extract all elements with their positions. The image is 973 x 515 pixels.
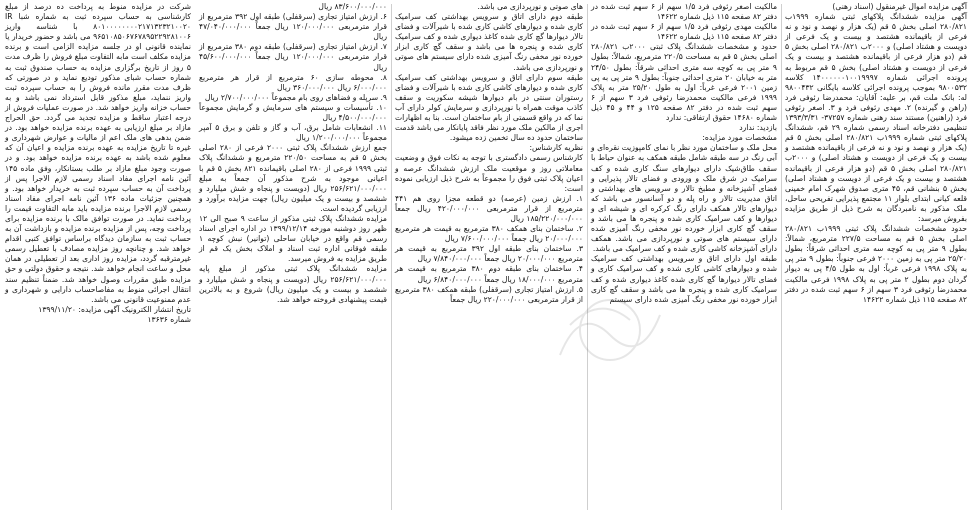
column-divider bbox=[587, 4, 588, 510]
text-column-3 bbox=[395, 2, 583, 512]
column-divider bbox=[391, 4, 392, 510]
column-5-text: شرکت در مزایده منوط به پرداخت ده درصد از مبلغ کارشناسی به حساب سپرده ثبت به شماره شبا IR ۸۰۱۰۰۰۰۰۰۰۰۲۱۷۱۳۲۳۲۱۰۰۲۰ با شناسه واریز ۹۶۵۱۰۸۵۰۶۷۶۷۸۹۵۲۲۹۲۸۱۰۰۶ می باشد و حضور خریدار یا نماینده قانونی او در جلسه مزایده الزامی است و برنده مزایده مکلف است مابه التفاوت مبلغ فروش را ظرف مدت ۵ روز از تاریخ برگزاری مزایده به حساب صندوق ثبت به شماره حساب شبای مذکور تودیع نماید و در صورتی که ظرف مدت مقرر مانده فروش را به حساب سپرده ثبت واریز ننماید، مبلغ مذکور قابل استرداد نمی باشد و به حساب خزانه واریز خواهد شد. در صورت عملیات فروش از درجه اعتبار ساقط و مزایده تجدید می گردد. حق الحراج مازاد بر مبلغ ارزیابی به عهده برنده مزایده خواهد بود. در ضمن بدهی های ملک اعم از مالیات و عوارض شهرداری و غیره تا تاریخ مزایده به عهده برنده مزایده و اعیان آن که معلوم شده باشد به عهده برنده مزایده خواهد بود. و در صورت وجود مبلغ مازاد بر طلب بستانکار، وفق ماده ۱۴۵ آئین نامه اجرای مفاد اسناد رسمی لازم الاجرا پس از پرداخت آن به حساب سپرده ثبت به خریدار خواهد بود. و همچنین جزئیات ماده ۱۳۶ آئین نامه اجرای مفاد اسناد رسمی لازم الاجرا برنده مزایده باید ما‌به التفاوت قیمت را پرداخت نماید. در صورت توافق مالک با برنده مزایده برای پرداخت وجه، پس از مزایده برنده مزایده و بازداشت آن به حساب ثبت به سازمان دیدگاه براساس توافق کتبی اقدام خواهد شد. و چنانچه روز مزایده مصادف با تعطیل رسمی غیرمترقبه گردد، مزایده روز اداری بعد از تعطیلی در همان محل و ساعت انجام خواهد شد. نتیجه و حقوق دولتی و حق مزایده طبق مقررات وصول خواهد شد. ضمناً تنظیم سند انتقال اجرائی منوط به مفاصاحساب دارایی و شهرداری و عدم ممنوعیت قانونی می باشد. تاریخ انتشار الکترونیک آگهی مزایده: ۱۳۹۹/۱۱/۲۰ شماره ۱۳۶۳۶ bbox=[5, 2, 191, 324]
seal-watermark-icon bbox=[540, 275, 680, 375]
text-column-1 bbox=[785, 2, 967, 512]
column-1-text: آگهی مزایده اموال غیرمنقول (اسناد رهنی) آگهی مزایده ششدانگ پلاکهای ثبتی شماره ۱۹۹۹ب ۲۸۰/۸۲۱ اصلی بخش ۵ قم (یک هزار و نهصد و نود و نه فرعی از باقیمانده هشتصد و بیست و یک فرعی از دویست و هشتاد اصلی) و ۲۰۰۰ب ۲۸۰/۸۲۱ اصلی بخش ۵ قم (دو هزار فرعی از باقیمانده هشتصد و بیست و یک فرعی از دویست و هشتاد اصلی) بخش ۵ قم مربوط به پرونده اجرائی شماره ۱۴۰۰۰۰۰۰۱۰۰۱۹۹۹۷ کلاسه ۹۸۰۰۵۳۲ بموجب پرونده اجرائی کلاسه بایگانی ۹۸۰۰۴۳۲ له: بانک ملت قم، بر علیه: آقایان: محمدرضا رئوفی فرد (راهن و گیرنده) ۲. مهدی رئوفی فرد و ۳. اصغر رئوفی فرد (راهنین) مستند سند رهنی شماره ۳۷۲۵۷- ۱۳۹۳/۳/۳۱ تنظیمی دفترخانه اسناد رسمی شماره ۲۹ قم، ششدانگ پلاکهای ثبتی شماره ۱۹۹۹ب ۲۸۰/۸۲۱ اصلی بخش ۵ قم (یک هزار و نهصد و نود و نه فرعی از باقیمانده هشتصد و بیست و یک فرعی از دویست و هشتاد اصلی) و ۲۰۰۰ب ۲۸۰/۸۲۱ اصلی بخش ۵ قم (دو هزار فرعی از باقیمانده هشتصد و بیست و یک فرعی از دویست و هشتاد اصلی) بخش ۵ بنشانی قم، ۴۵ متری صدوق شهرک امام خمینی قلعه کیانی ابتدای بلوار ۱۱ مجتمع پذیرایی تفریحی ساحل، ملک مذکور به نامبردگان به شرح ذیل از طریق مزایده بفروش میرسد: حدود مشخصات ششدانگ پلاک ثبتی ۱۹۹۹ب ۲۸۰/۸۲۱ اصلی بخش ۵ قم به مساحت ۲۲۷/۵ مترمربع، شمالاً: بطول ۹ متر پی به کوچه سه متری احداثی شرقاً: بطول ۲۵/۲۰ متر پی به زمین ۲۰۰۰ فرعی جنوباً: بطول ۹ متر پی به پلاک ۱۹۹۸ فرعی غرباً: اول به طول ۴/۵ پی به دیوار گردان دوم بطول ۲ متر پی به پلاک ۱۹۹۸ فرعی مالکیت محمدرضا رئوفی فرد ۳ سهم از ۶ سهم ثبت شده در دفتر ۸۲ صفحه ۱۱۵ ذیل شماره ۱۴۶۲۲ bbox=[785, 2, 968, 304]
column-2-text: مالکیت اصغر رئوفی فرد ۱/۵ سهم از ۶ سهم ثبت شده در دفتر ۸۲ صفحه ۱۱۵ ذیل شماره ۱۴۶۲۲ مالکیت مهدی رئوفی فرد ۱/۵ سهم از ۶ سهم ثبت شده در دفتر ۸۲ صفحه ۱۱۵ ذیل شماره ۱۴۶۲۲ حدود و مشخصات ششدانگ پلاک ثبتی ۲۰۰۰ب ۲۸۰/۸۲۱ اصلی بخش ۵ قم به مساحت ۲۲۰/۵ مترمربع، شمالاً: بطول ۹ متر پی به کوچه سه متری احداثی شرقاً: بطول ۲۴/۵۰ متر به خیابان ۲۰ متری احداثی جنوباً: بطول ۹ متر پی به پی زمین ۲۰۰۱ فرعی غرباً: اول به طول ۲۵/۲۰ متر به پلاک ۱۹۹۹ فرعی مالکیت محمدرضا رئوفی فرد ۳ سهم از ۶ سهم ثبت شده در دفتر ۸۲ صفحه ۱۲۵ و ۴۴ و ۴۵ ذیل شماره ۱۴۶۸۰ حقوق ارتفاقی: ندارد بازدید: ندارد مشخصات مورد مزایده: محل ملک و ساختمان مورد نظر با نمای کامپوزیت نقره‌ای و آبی رنگ در سه طبقه شامل طبقه همکف به عنوان حیاط با سقف طاق‌شیک دارای دیوارهای سنگ کاری شده و کف سرامیک در شرق ملک و ورودی و فضای تالار پذیرایی و فضای آشپزخانه و مطبخ تالار و سرویس های بهداشتی و اتاق مدیریت تالار و راه پله و دو آسانسور می باشد که دیوارهای تالار همکف دارای رنگ کرکره ای و شیشه ای و دیوارها و کف سرامیک کاری شده و پنجره ها می باشد و سقف گچ کاری ابزار خورده نور مخفی رنگ آمیزی شده دارای سیستم های صوتی و نورپردازی می باشد. همکف دارای آشپزخانه کاشی کاری شده و کف سرامیک می باشد. طبقه اول دارای اتاق و سرویس بهداشتی کف سرامیک شده و دیوارهای کاشی کاری شده و کف سرامیک کاری و فضای تالار دیوارها گچ کاری شده کاغذ دیواری شده و کف سرامیک کاری شده و پنجره ها می باشد و سقف گچ کاری ابزار خورده نور مخفی رنگ آمیزی شده دارای سیستم bbox=[591, 2, 778, 304]
column-3-text: های صوتی و نورپردازی می باشد. طبقه دوم دارای اتاق و سرویس بهداشتی کف سرامیک کاری شده و دیوارهای کاشی کاری شده با شیرآلات و فضای تالار دیوارها گچ کاری شده کاغذ دیواری شده و کف سرامیک کاری شده و پنجره ها می باشد و سقف گچ کاری ابزار خورده نور مخفی رنگ آمیزی شده دارای سیستم های صوتی و نورپردازی می باشد. طبقه سوم دارای اتاق و سرویس بهداشتی کف سرامیک کاری شده و دیوارهای کاشی کاری شده با شیرآلات و فضای رستوران سنتی در بام دیوارها شیشه سکوریت و سقف کاذب موقت همراه با نورپردازی و سرمایش کولر دارای آب نما که در واقع قسمتی از بام ساختمان است. بنا به اظهارات اجری از مالکین ملک مورد نظر فاقد پایانکار می باشد قدمت ساختمان حدود ده سال تخمین زده میشود. نظریه کارشناس: کارشناس رسمی دادگستری با توجه به نکات فوق و وضعیت معاملاتی روز و موقعیت ملک ارزش ششدانگ عرصه و اعیان پلاک ثبتی فوق را مجموعاً به شرح ذیل ارزیابی نموده است: ۱. ارزش زمین (عرصه) دو قطعه مجزا روی هم ۴۴۱ مترمربع از قرار مترمربعی ۴۲۰/۰۰۰/۰۰۰ ریال جمعاً ۱۸۵/۲۲۰/۰۰۰/۰۰۰ ریال ۲. ساختمان بنای همکف ۳۸۰ مترمربع به قیمت هر مترمربع ۲۰/۰۰۰/۰۰۰ ریال جمعاً ۷/۶۰۰/۰۰۰/۰۰۰ ریال ۳. ساختمان بنای طبقه اول ۳۹۲ مترمربع به قیمت هر مترمربع ۲۰/۰۰۰/۰۰۰ ریال جمعاً ۷/۸۴۰/۰۰۰/۰۰۰ ریال ۴. ساختمان بنای طبقه دوم ۳۸۰ مترمربع به قیمت هر مترمربع ۱۸/۰۰۰/۰۰۰ ریال جمعاً ۶/۸۴۰/۰۰۰/۰۰۰ ریال ۵. ارزش امتیاز تجاری (سرقفلی) طبقه همکف ۳۸۰ مترمربع از قرار مترمربعی ۲۲۰/۰۰۰/۰۰۰ ریال جمعاً bbox=[395, 2, 583, 304]
text-column-2 bbox=[591, 2, 777, 512]
column-4-text: ۸۳/۶۰۰/۰۰۰/۰۰۰ ریال ۶. ارزش امتیاز تجاری (سرقفلی) طبقه اول ۳۹۲ مترمربع از قرار مترمربعی ۱۲۰/۰۰۰/۰۰۰ ریال جمعاً ۴۷/۰۴۰/۰۰۰/۰۰۰ ریال ۷. ارزش امتیاز تجاری (سرقفلی) طبقه دوم ۳۸۰ مترمربع از قرار مترمربعی ۱۲۰/۰۰۰/۰۰۰ ریال جمعاً ۴۵/۶۰۰/۰۰۰/۰۰۰ ریال ۸. محوطه سازی ۶۰ مترمربع از قرار هر مترمربع ۶/۰۰۰/۰۰۰ ریال ۳۶۰/۰۰۰/۰۰۰ ریال ۹. سرپله و فضاهای روی بام مجموعاً ۲/۷۰۰/۰۰۰/۰۰۰ ریال ۱۰. تأسیسات و سیستم های سرمایش و گرمایش مجموعاً ۴/۵۰۰/۰۰۰/۰۰۰ ریال ۱۱. انشعابات شامل برق، آب و گاز و تلفن و برق ۵ آمپر مجموعاً ۱/۲۰۰/۰۰۰/۰۰۰ ریال جمع ارزش ششدانگ پلاک ثبتی ۲۰۰۰ فرعی از ۲۸۰ اصلی بخش ۵ قم به مساحت ۲۲۰/۵۰ مترمربع و ششدانگ پلاک ثبتی ۱۹۹۹ فرعی از ۲۸۰ اصلی باقیمانده ۸۲۱ بخش ۵ قم با اعیانی موجود به شرح مذکور آن جمعاً به مبلغ ۲۵۶/۶۲۱/۰۰۰/۰۰۰ ریال (دویست و پنجاه و شش میلیارد و ششصد و بیست و یک میلیون ریال) جهت مزایده برآورد و ارزیابی گردیده است. مزایده ششدانگ پلاک ثبتی مذکور از ساعت ۹ صبح الی ۱۲ ظهر روز دوشنبه مورخه ۱۳۹۹/۱۲/۱۴ در اداره اجرای اسناد رسمی قم واقع در خیابان ساحلی (توانیر) نبش کوچه ۱ طبقه فوقانی اداره ثبت اسناد و املاک بخش یک قم از طریق مزایده به فروش میرسد. مزایده ششدانگ پلاک ثبتی مذکور از مبلغ پایه ۲۵۶/۶۲۱/۰۰۰/۰۰۰ ریال (دویست و پنجاه و شش میلیارد و ششصد و بیست و یک میلیون ریال) شروع و به بالاترین قیمت پیشنهادی فروخته خواهد شد. bbox=[199, 2, 388, 304]
column-divider bbox=[781, 4, 782, 510]
text-column-4 bbox=[199, 2, 387, 512]
text-column-5 bbox=[5, 2, 191, 512]
